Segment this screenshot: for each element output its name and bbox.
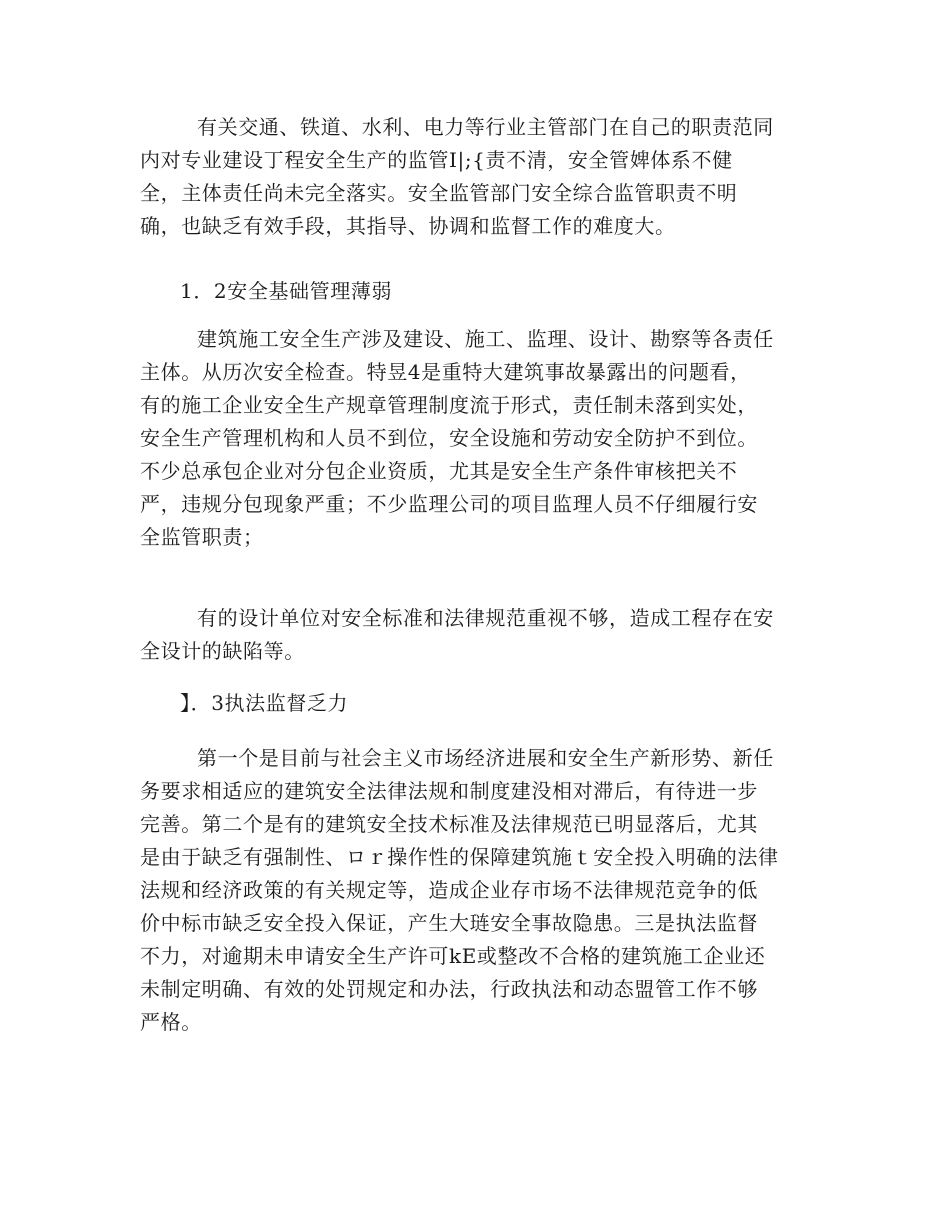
text-line: 第一个是目前与社会主义市场经济进展和安全生产新形势、新任 bbox=[197, 746, 774, 770]
paragraph-design-units bbox=[140, 602, 820, 668]
text-line: 完善。第二个是有的建筑安全技术标准及法律规范已明显落后，尤其 bbox=[140, 812, 758, 836]
text-line: 有的施工企业安全生产规章管理制度流于形式，责任制未落到实处， bbox=[140, 393, 758, 417]
text-line: 务要求相适应的建筑安全法律法规和制度建没相对滞后，有待进一步 bbox=[140, 779, 758, 803]
text-line: 全监管职责； bbox=[140, 525, 264, 549]
text-line: 严，违规分包现象严重；不少监理公司的项目监理人员不仔细履行安 bbox=[140, 492, 758, 516]
text-line: 未制定明确、有效的处罚规定和办法，行政执法和动态盟管工作不够 bbox=[140, 977, 758, 1001]
section-heading-1-2: 1．2安全基础管理薄弱 bbox=[180, 279, 393, 303]
text-line: 建筑施工安全生产涉及建设、施工、监理、设计、勘察等各责任 bbox=[197, 327, 774, 351]
section-heading-1-3: 】．3执法监督乏力 bbox=[180, 691, 349, 715]
text-line: 不少总承包企业对分包企业资质，尤其是安全生产条件审核把关不 bbox=[140, 459, 738, 483]
text-line: 不力，对逾期未申请安全生产许可kE或整改不合格的建筑施工企业还 bbox=[140, 944, 766, 968]
text-line: 有关交通、铁道、水利、电力等行业主管部门在自己的职责范同 bbox=[197, 115, 774, 139]
text-line: 是由于缺乏有强制性、ロｒ操作性的保障建筑施ｔ安全投入明确的法律 bbox=[140, 845, 779, 869]
text-line: 全设计的缺陷等。 bbox=[140, 639, 305, 663]
text-line: 法规和经济政策的有关规定等，造成企业存市场不法律规范竞争的低 bbox=[140, 878, 758, 902]
paragraph-law-enforcement bbox=[140, 742, 820, 1039]
text-line: 主体。从历次安全检查。特昱4是重特大建筑事故暴露出的问题看， bbox=[140, 360, 751, 384]
text-line: 内对专业建设丁程安全生产的监管I|;{责不清，安全管婢体系不健 bbox=[140, 148, 733, 172]
text-line: 安全生产管理机构和人员不到位，安全设施和劳动安全防护不到位。 bbox=[140, 426, 758, 450]
text-line: 确，也缺乏有效手段，其指导、协调和监督工作的难度大。 bbox=[140, 214, 676, 238]
text-line: 全，主体责任尚未完全落实。安全监管部门安全综合监管职责不明 bbox=[140, 181, 738, 205]
paragraph-responsibility bbox=[140, 111, 820, 243]
text-line: 有的设计单位对安全标准和法律规范重视不够，造成工程存在安 bbox=[197, 606, 774, 630]
paragraph-basic-management bbox=[140, 323, 820, 554]
text-line: 价中标巿缺乏安全投入保证，产生大琏安全事故隐患。三是执法监督 bbox=[140, 911, 758, 935]
text-line: 严格。 bbox=[140, 1010, 202, 1034]
